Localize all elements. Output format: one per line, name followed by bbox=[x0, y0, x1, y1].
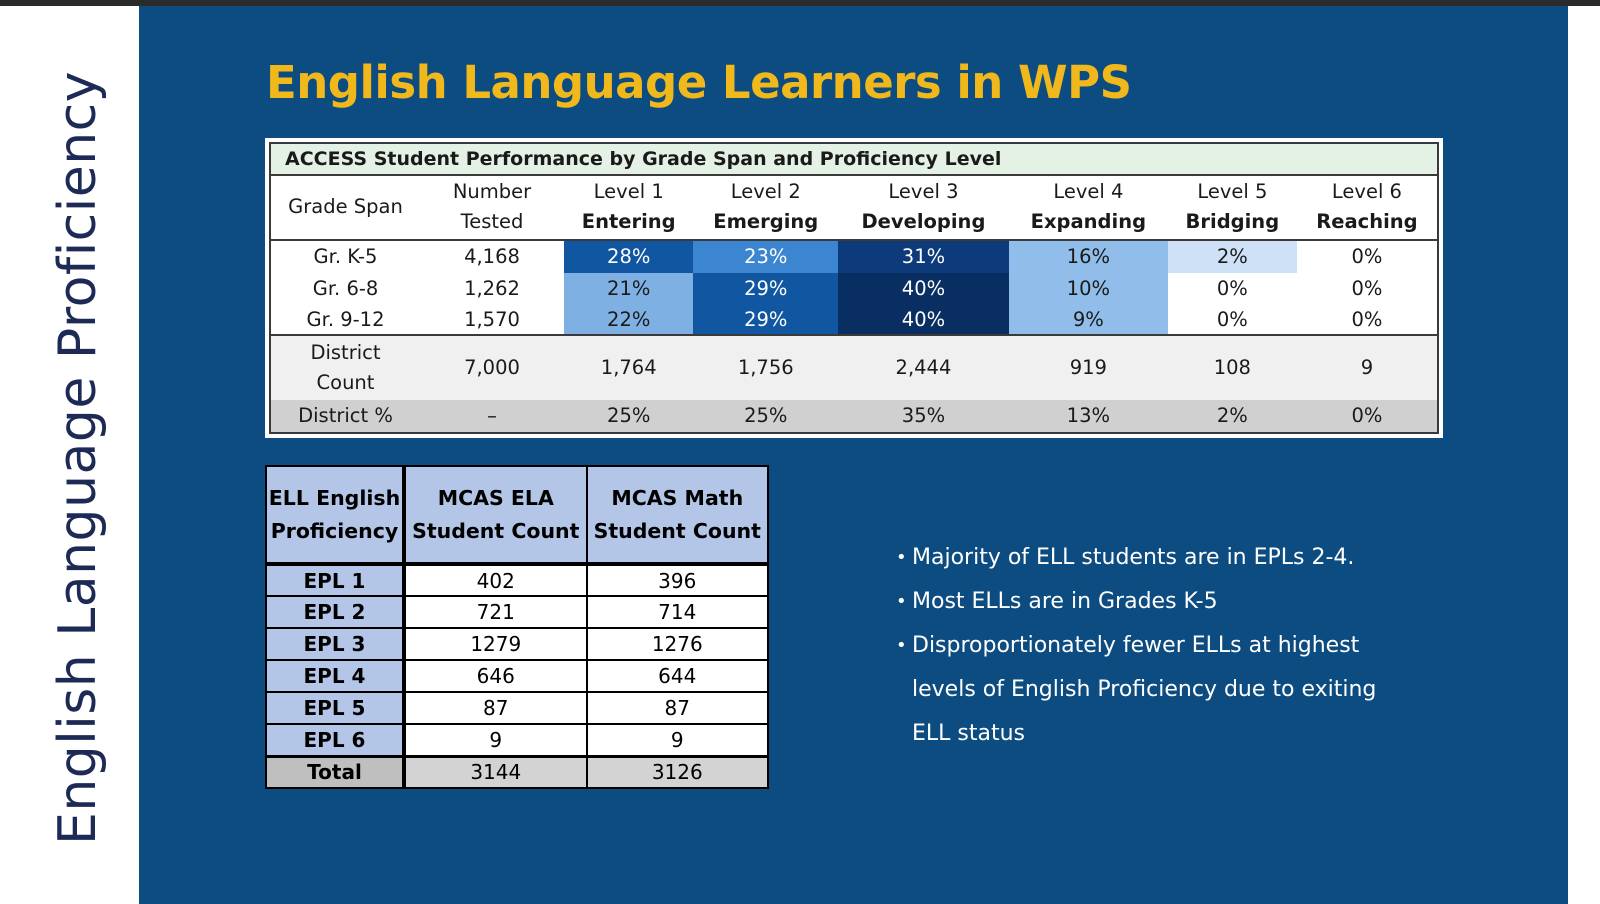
level-3-number: Level 3 bbox=[888, 180, 959, 204]
total-ela-cell: 3144 bbox=[404, 756, 587, 788]
math-count-cell: 644 bbox=[587, 660, 768, 692]
level-cell: 40% bbox=[838, 273, 1009, 304]
table-row bbox=[266, 692, 768, 724]
level-cell: 29% bbox=[693, 273, 838, 304]
header-ell-proficiency-line2: Proficiency bbox=[270, 518, 399, 543]
level-5-number: Level 5 bbox=[1197, 180, 1268, 204]
level-cell: 29% bbox=[693, 304, 838, 335]
epl-cell: EPL 5 bbox=[266, 692, 404, 724]
header-level-6 bbox=[1297, 175, 1438, 239]
level-cell: 16% bbox=[1009, 240, 1168, 273]
level-cell: 40% bbox=[838, 304, 1009, 335]
level-cell: 0% bbox=[1168, 273, 1297, 304]
district-count-label-line1: District bbox=[310, 341, 381, 364]
ela-count-cell: 646 bbox=[404, 660, 587, 692]
math-count-cell: 396 bbox=[587, 564, 768, 596]
header-number-tested bbox=[420, 175, 564, 239]
total-math-cell: 3126 bbox=[587, 756, 768, 788]
table-row bbox=[270, 240, 1438, 273]
district-count-label-line2: Count bbox=[316, 371, 375, 394]
ela-count-cell: 87 bbox=[404, 692, 587, 724]
level-cell: 23% bbox=[693, 240, 838, 273]
bullet-item: • Most ELLs are in Grades K-5 bbox=[896, 580, 1396, 624]
level-cell: 9% bbox=[1009, 304, 1168, 335]
sidebar bbox=[0, 6, 139, 904]
bullet-item: • Majority of ELL students are in EPLs 2-4. bbox=[896, 536, 1396, 580]
level-cell: 0% bbox=[1168, 304, 1297, 335]
header-level-1 bbox=[564, 175, 693, 239]
grade-span-cell: Gr. K-5 bbox=[270, 240, 420, 273]
header-level-3 bbox=[838, 175, 1009, 239]
ela-count-cell: 402 bbox=[404, 564, 587, 596]
level-cell: 2% bbox=[1168, 240, 1297, 273]
access-table-caption: ACCESS Student Performance by Grade Span and Proficiency Level bbox=[270, 143, 1438, 175]
header-ell-proficiency-line1: ELL English bbox=[268, 485, 401, 510]
district-percent-cell: 0% bbox=[1297, 400, 1438, 433]
district-count-cell: 1,764 bbox=[564, 335, 693, 399]
header-grade-span: Grade Span bbox=[270, 175, 420, 239]
level-2-name: Emerging bbox=[713, 210, 819, 234]
grade-span-cell: Gr. 6-8 bbox=[270, 273, 420, 304]
math-count-cell: 87 bbox=[587, 692, 768, 724]
epl-cell: EPL 2 bbox=[266, 596, 404, 628]
level-1-name: Entering bbox=[581, 210, 676, 234]
header-number-tested-line2: Tested bbox=[460, 210, 524, 234]
access-table bbox=[269, 142, 1439, 434]
district-count-cell: 2,444 bbox=[838, 335, 1009, 399]
district-count-tested: 7,000 bbox=[420, 335, 564, 399]
total-row bbox=[266, 756, 768, 788]
district-count-cell: 919 bbox=[1009, 335, 1168, 399]
header-number-tested-line1: Number bbox=[452, 180, 532, 204]
header-level-5 bbox=[1168, 175, 1297, 239]
district-count-label bbox=[270, 335, 420, 399]
mcas-header-row bbox=[266, 466, 768, 564]
district-percent-cell: 25% bbox=[564, 400, 693, 433]
epl-cell: EPL 4 bbox=[266, 660, 404, 692]
district-percent-cell: 25% bbox=[693, 400, 838, 433]
access-header-row bbox=[270, 175, 1438, 239]
header-mcas-ela bbox=[404, 466, 587, 564]
level-4-number: Level 4 bbox=[1053, 180, 1124, 204]
district-count-cell: 1,756 bbox=[693, 335, 838, 399]
header-mcas-math-line2: Student Count bbox=[593, 518, 761, 543]
table-row bbox=[270, 304, 1438, 335]
level-3-name: Developing bbox=[861, 210, 986, 234]
level-cell: 10% bbox=[1009, 273, 1168, 304]
access-table-container bbox=[265, 138, 1443, 438]
level-cell: 0% bbox=[1297, 240, 1438, 273]
ela-count-cell: 721 bbox=[404, 596, 587, 628]
header-level-4 bbox=[1009, 175, 1168, 239]
table-row bbox=[266, 564, 768, 596]
district-percent-row bbox=[270, 400, 1438, 433]
bullet-list bbox=[896, 536, 1396, 756]
number-tested-cell: 1,262 bbox=[420, 273, 564, 304]
header-mcas-math-line1: MCAS Math bbox=[611, 485, 744, 510]
page-title: English Language Learners in WPS bbox=[266, 56, 1132, 109]
table-row bbox=[270, 273, 1438, 304]
level-6-name: Reaching bbox=[1316, 210, 1418, 234]
access-caption-row bbox=[270, 143, 1438, 175]
epl-cell: EPL 3 bbox=[266, 628, 404, 660]
district-percent-cell: 13% bbox=[1009, 400, 1168, 433]
district-percent-tested: – bbox=[420, 400, 564, 433]
level-cell: 22% bbox=[564, 304, 693, 335]
level-1-number: Level 1 bbox=[593, 180, 664, 204]
district-percent-label: District % bbox=[270, 400, 420, 433]
ela-count-cell: 1279 bbox=[404, 628, 587, 660]
level-cell: 0% bbox=[1297, 304, 1438, 335]
right-edge bbox=[1568, 6, 1600, 904]
table-row bbox=[266, 724, 768, 756]
header-ell-proficiency bbox=[266, 466, 404, 564]
level-cell: 31% bbox=[838, 240, 1009, 273]
level-5-name: Bridging bbox=[1185, 210, 1280, 234]
grade-span-cell: Gr. 9-12 bbox=[270, 304, 420, 335]
level-4-name: Expanding bbox=[1030, 210, 1147, 234]
header-mcas-ela-line2: Student Count bbox=[412, 518, 580, 543]
total-label: Total bbox=[266, 756, 404, 788]
table-row bbox=[266, 596, 768, 628]
epl-cell: EPL 1 bbox=[266, 564, 404, 596]
mcas-table bbox=[265, 465, 769, 789]
level-6-number: Level 6 bbox=[1331, 180, 1402, 204]
math-count-cell: 9 bbox=[587, 724, 768, 756]
math-count-cell: 1276 bbox=[587, 628, 768, 660]
table-row bbox=[266, 660, 768, 692]
table-row bbox=[266, 628, 768, 660]
level-cell: 0% bbox=[1297, 273, 1438, 304]
district-percent-cell: 35% bbox=[838, 400, 1009, 433]
header-level-2 bbox=[693, 175, 838, 239]
math-count-cell: 714 bbox=[587, 596, 768, 628]
district-count-cell: 9 bbox=[1297, 335, 1438, 399]
district-count-row bbox=[270, 335, 1438, 399]
header-mcas-ela-line1: MCAS ELA bbox=[437, 485, 554, 510]
bullet-item: • Disproportionately fewer ELLs at highest levels of English Proficiency due to exiting ELL status bbox=[896, 624, 1396, 756]
slide-body bbox=[139, 6, 1568, 904]
sidebar-title: English Language Proficiency bbox=[48, 70, 108, 846]
district-count-cell: 108 bbox=[1168, 335, 1297, 399]
district-percent-cell: 2% bbox=[1168, 400, 1297, 433]
header-mcas-math bbox=[587, 466, 768, 564]
number-tested-cell: 1,570 bbox=[420, 304, 564, 335]
number-tested-cell: 4,168 bbox=[420, 240, 564, 273]
level-2-number: Level 2 bbox=[730, 180, 801, 204]
level-cell: 28% bbox=[564, 240, 693, 273]
ela-count-cell: 9 bbox=[404, 724, 587, 756]
level-cell: 21% bbox=[564, 273, 693, 304]
epl-cell: EPL 6 bbox=[266, 724, 404, 756]
